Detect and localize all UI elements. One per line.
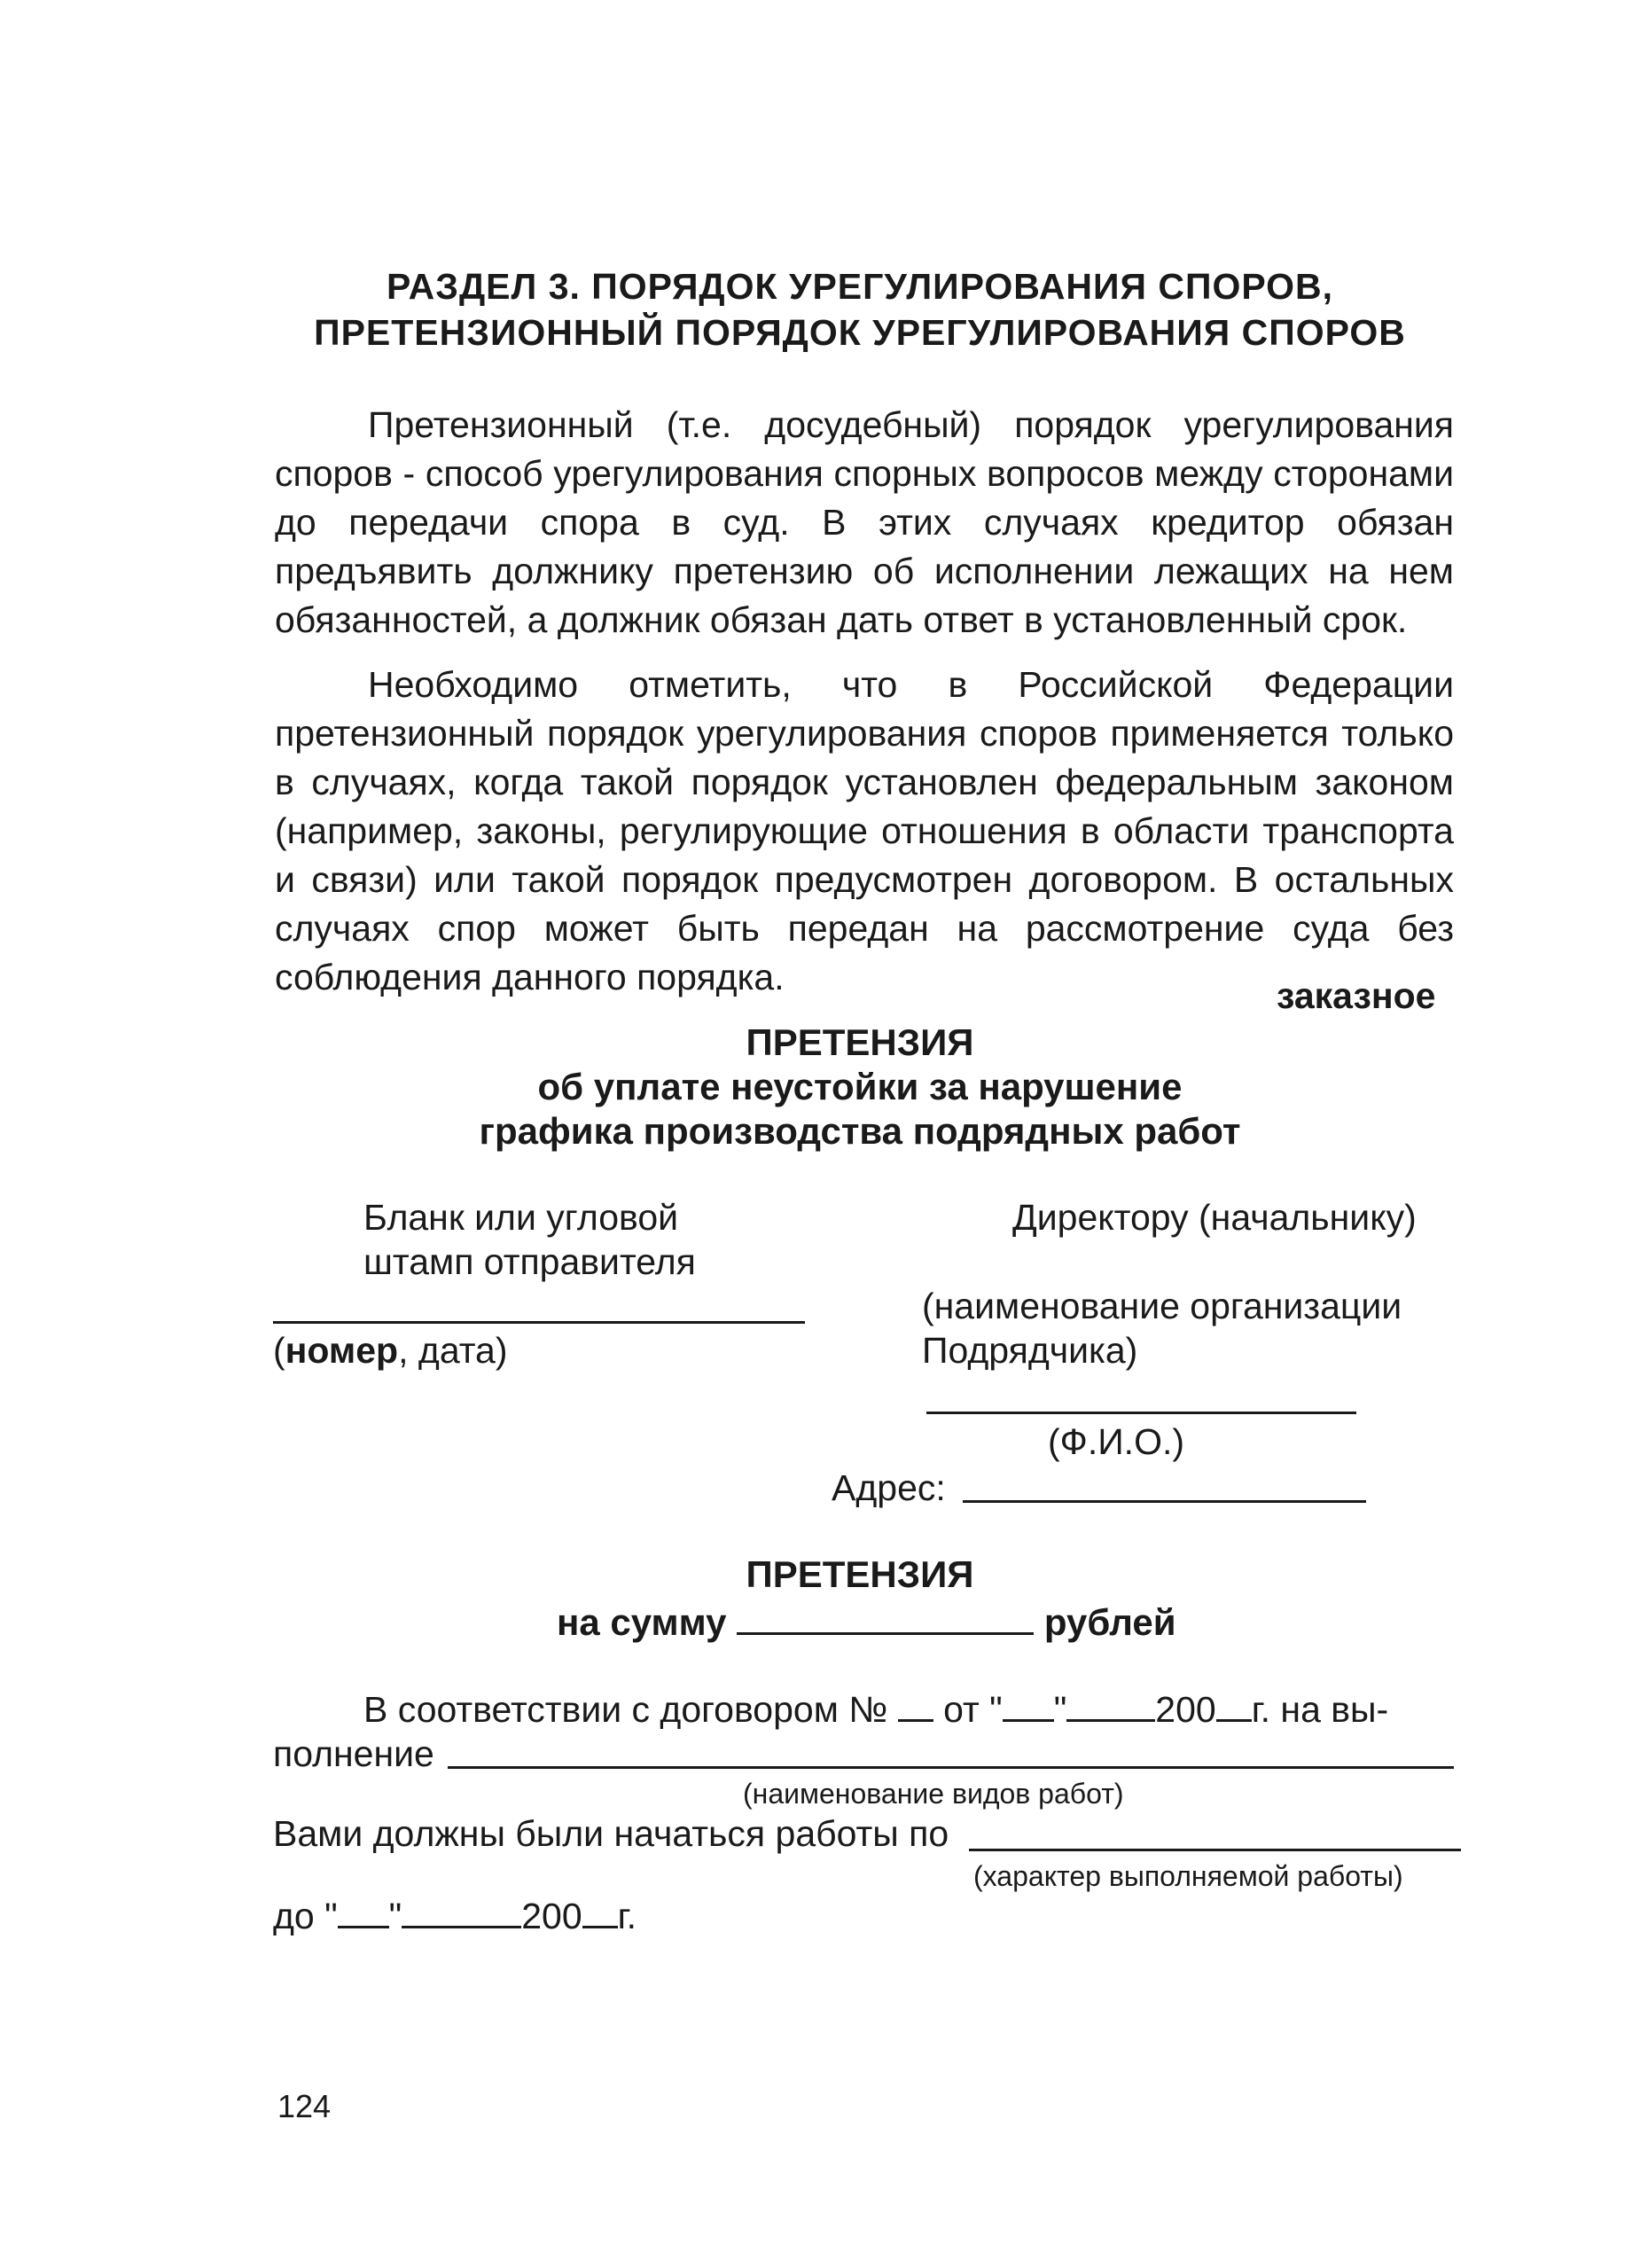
execution-label: полнение (273, 1733, 434, 1774)
number-date-line (273, 1321, 805, 1324)
sender-line2: штамп отправителя (363, 1241, 696, 1282)
work-character-note: (характер выполняемой работы) (973, 1860, 1403, 1892)
body-text (275, 401, 1454, 1002)
works-note: (наименование видов работ) (743, 1778, 1124, 1810)
contract-year-blank (1216, 1689, 1252, 1722)
contract-row: В соответствии с договором № от " " 200 г. на вы- (363, 1689, 1389, 1730)
amount-blank (737, 1602, 1034, 1635)
number-label: номер (285, 1330, 399, 1371)
sender-line1: Бланк или угловой (363, 1197, 679, 1238)
claim-title: ПРЕТЕНЗИЯ (746, 1553, 974, 1595)
fio-label: (Ф.И.О.) (1048, 1421, 1185, 1462)
start-line (969, 1849, 1461, 1851)
org-line1: (наименование организации (922, 1286, 1402, 1326)
address-line (963, 1500, 1366, 1503)
page-number: 124 (277, 2088, 332, 2124)
address-label: Адрес: (832, 1467, 946, 1508)
paragraph-1: Претензионный (т.е. досудебный) порядок урегулирования споров - способ урегулирования спорных вопросов между сторонами до передачи спора в суд. В этих случаях кредитор обязан предъявить должнику претензию об исполнении лежащих на нем обязанностей, а должник обязан дать ответ в установленный срок. (275, 404, 1454, 640)
number-date-label: (номер, дата) (273, 1330, 508, 1371)
contract-number-blank (898, 1689, 933, 1722)
contract-month-blank (1066, 1689, 1155, 1722)
until-month-blank (402, 1896, 521, 1928)
org-line2: Подрядчика) (922, 1330, 1138, 1371)
amount-suffix: рублей (1043, 1601, 1176, 1643)
form-title: ПРЕТЕНЗИЯ (746, 1021, 974, 1063)
amount-prefix: на сумму (557, 1601, 727, 1643)
until-day-blank (338, 1896, 389, 1928)
mail-type: заказное (1277, 975, 1436, 1016)
recipient-label: Директору (начальнику) (1012, 1197, 1417, 1238)
form-subtitle-line2: графика производства подрядных работ (479, 1110, 1241, 1152)
section-title-line2: ПРЕТЕНЗИОННЫЙ ПОРЯДОК УРЕГУЛИРОВАНИЯ СПОРОВ (314, 312, 1406, 353)
form-subtitle-line1: об уплате неустойки за нарушение (537, 1066, 1183, 1107)
start-text: Вами должны были начаться работы по (273, 1813, 949, 1854)
fio-line (926, 1412, 1356, 1414)
until-row: до " " 200 г. (273, 1896, 637, 1936)
contract-day-blank (1003, 1689, 1054, 1722)
amount-row (557, 1601, 1176, 1644)
until-year-blank (582, 1896, 618, 1928)
execution-line (448, 1766, 1454, 1769)
section-title-line1: РАЗДЕЛ 3. ПОРЯДОК УРЕГУЛИРОВАНИЯ СПОРОВ, (386, 266, 1334, 307)
paragraph-2: Необходимо отметить, что в Российской Федерации претензионный порядок урегулирования споров применяется только в случаях, когда такой порядок установлен федеральным законом (например, законы, регулирующие отношения в области транспорта и связи) или такой порядок предусмотрен договором. В остальных случаях спор может быть передан на рассмотрение суда без соблюдения данного порядка. (275, 664, 1454, 997)
